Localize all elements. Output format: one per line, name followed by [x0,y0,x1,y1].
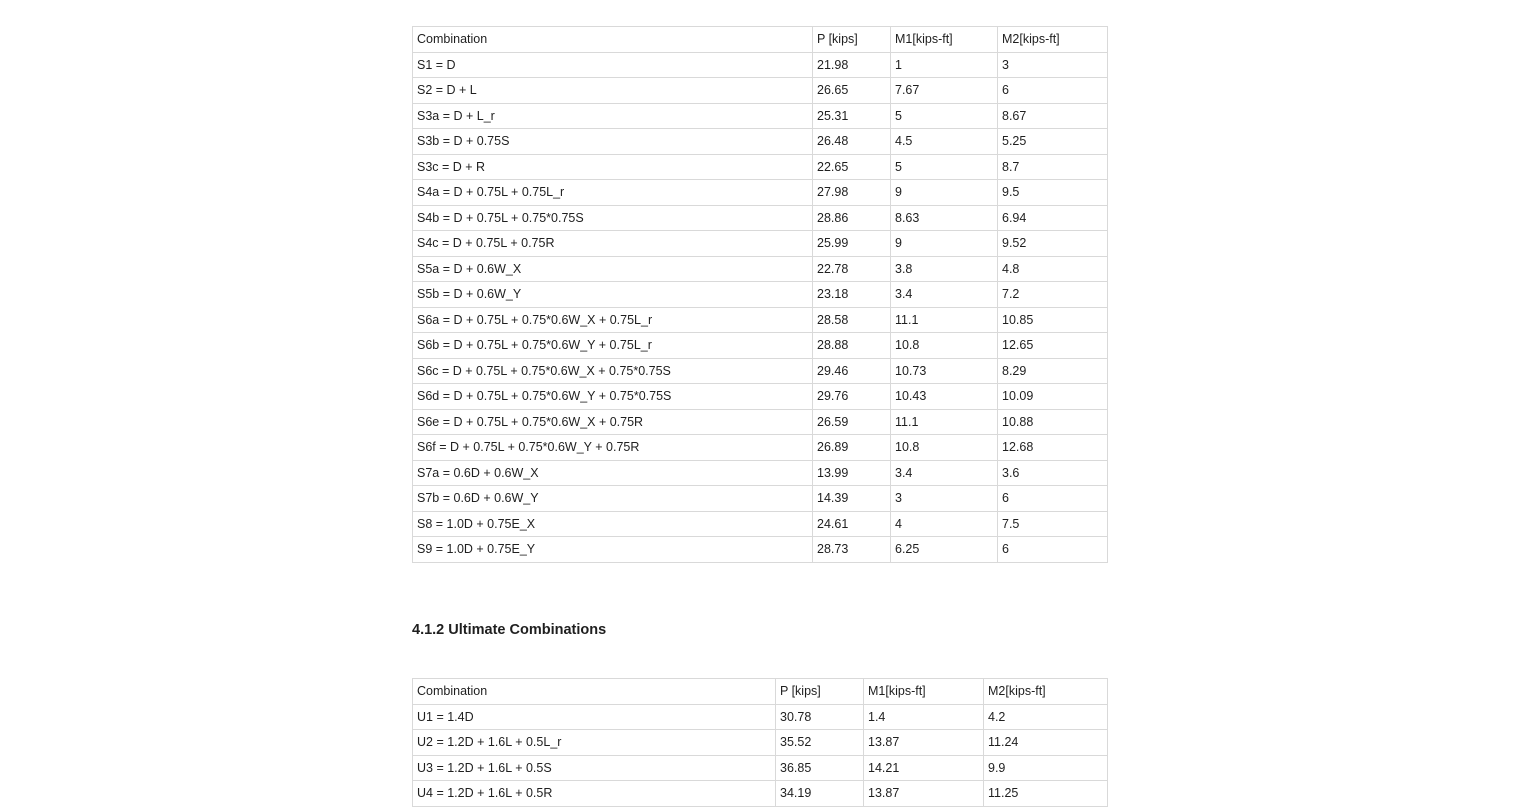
cell-m2-kips-ft: 12.68 [998,435,1108,461]
cell-m1-kips-ft: 9 [891,231,998,257]
cell-combination: S2 = D + L [413,78,813,104]
cell-p-kips: 28.58 [813,307,891,333]
cell-m2-kips-ft: 4.2 [984,704,1108,730]
cell-combination: U1 = 1.4D [413,704,776,730]
cell-p-kips: 28.73 [813,537,891,563]
table-row [413,256,1108,282]
table-row [413,282,1108,308]
cell-p-kips: 28.86 [813,205,891,231]
cell-m2-kips-ft: 6.94 [998,205,1108,231]
header-m1-kips-ft: M1[kips-ft] [891,27,998,53]
table-row [413,537,1108,563]
table-row [413,180,1108,206]
cell-m1-kips-ft: 8.63 [891,205,998,231]
cell-m1-kips-ft: 6.25 [891,537,998,563]
cell-p-kips: 14.39 [813,486,891,512]
cell-combination: U3 = 1.2D + 1.6L + 0.5S [413,755,776,781]
cell-m1-kips-ft: 10.8 [891,333,998,359]
cell-m1-kips-ft: 3 [891,486,998,512]
cell-combination: S6e = D + 0.75L + 0.75*0.6W_X + 0.75R [413,409,813,435]
cell-m2-kips-ft: 3.6 [998,460,1108,486]
service-combinations-table [412,26,1108,563]
cell-combination: S3b = D + 0.75S [413,129,813,155]
cell-p-kips: 22.65 [813,154,891,180]
cell-m2-kips-ft: 9.5 [998,180,1108,206]
cell-m1-kips-ft: 3.4 [891,460,998,486]
header-combination: Combination [413,27,813,53]
table-row [413,781,1108,807]
cell-combination: S6a = D + 0.75L + 0.75*0.6W_X + 0.75L_r [413,307,813,333]
cell-m2-kips-ft: 10.09 [998,384,1108,410]
cell-m2-kips-ft: 6 [998,486,1108,512]
cell-m1-kips-ft: 7.67 [891,78,998,104]
cell-m2-kips-ft: 12.65 [998,333,1108,359]
table-row [413,384,1108,410]
cell-p-kips: 28.88 [813,333,891,359]
cell-m1-kips-ft: 11.1 [891,307,998,333]
cell-p-kips: 27.98 [813,180,891,206]
cell-combination: S6b = D + 0.75L + 0.75*0.6W_Y + 0.75L_r [413,333,813,359]
cell-m1-kips-ft: 1 [891,52,998,78]
header-p-kips: P [kips] [813,27,891,53]
cell-combination: S3c = D + R [413,154,813,180]
cell-p-kips: 26.65 [813,78,891,104]
cell-m1-kips-ft: 5 [891,154,998,180]
cell-m1-kips-ft: 10.43 [891,384,998,410]
cell-m2-kips-ft: 5.25 [998,129,1108,155]
cell-combination: S4a = D + 0.75L + 0.75L_r [413,180,813,206]
table-row [413,78,1108,104]
cell-m1-kips-ft: 13.87 [864,730,984,756]
cell-p-kips: 29.76 [813,384,891,410]
cell-combination: S6f = D + 0.75L + 0.75*0.6W_Y + 0.75R [413,435,813,461]
cell-combination: S7a = 0.6D + 0.6W_X [413,460,813,486]
cell-m2-kips-ft: 11.25 [984,781,1108,807]
cell-m1-kips-ft: 1.4 [864,704,984,730]
cell-m1-kips-ft: 11.1 [891,409,998,435]
cell-m1-kips-ft: 10.73 [891,358,998,384]
cell-p-kips: 36.85 [776,755,864,781]
table-row [413,460,1108,486]
cell-p-kips: 30.78 [776,704,864,730]
cell-m2-kips-ft: 11.24 [984,730,1108,756]
table-row [413,205,1108,231]
cell-m1-kips-ft: 9 [891,180,998,206]
cell-p-kips: 13.99 [813,460,891,486]
cell-m2-kips-ft: 7.5 [998,511,1108,537]
cell-p-kips: 24.61 [813,511,891,537]
cell-combination: S6d = D + 0.75L + 0.75*0.6W_Y + 0.75*0.75S [413,384,813,410]
cell-m2-kips-ft: 8.29 [998,358,1108,384]
cell-m2-kips-ft: 10.85 [998,307,1108,333]
cell-combination: U4 = 1.2D + 1.6L + 0.5R [413,781,776,807]
table-row [413,231,1108,257]
cell-m1-kips-ft: 13.87 [864,781,984,807]
cell-combination: S4b = D + 0.75L + 0.75*0.75S [413,205,813,231]
cell-p-kips: 26.89 [813,435,891,461]
cell-combination: S5b = D + 0.6W_Y [413,282,813,308]
header-row [413,679,1108,705]
header-p-kips: P [kips] [776,679,864,705]
cell-m2-kips-ft: 7.2 [998,282,1108,308]
cell-combination: S6c = D + 0.75L + 0.75*0.6W_X + 0.75*0.75S [413,358,813,384]
cell-m1-kips-ft: 4.5 [891,129,998,155]
cell-p-kips: 35.52 [776,730,864,756]
header-m1-kips-ft: M1[kips-ft] [864,679,984,705]
table-row [413,103,1108,129]
table-row [413,154,1108,180]
header-combination: Combination [413,679,776,705]
cell-m1-kips-ft: 4 [891,511,998,537]
table-row [413,409,1108,435]
cell-p-kips: 25.31 [813,103,891,129]
table-row [413,129,1108,155]
cell-m2-kips-ft: 10.88 [998,409,1108,435]
cell-m2-kips-ft: 9.9 [984,755,1108,781]
table-row [413,307,1108,333]
cell-m2-kips-ft: 9.52 [998,231,1108,257]
header-m2-kips-ft: M2[kips-ft] [998,27,1108,53]
cell-combination: S4c = D + 0.75L + 0.75R [413,231,813,257]
cell-combination: S1 = D [413,52,813,78]
cell-combination: S3a = D + L_r [413,103,813,129]
cell-p-kips: 22.78 [813,256,891,282]
cell-m1-kips-ft: 3.8 [891,256,998,282]
cell-m2-kips-ft: 8.7 [998,154,1108,180]
cell-combination: U2 = 1.2D + 1.6L + 0.5L_r [413,730,776,756]
table-row [413,755,1108,781]
table-row [413,730,1108,756]
cell-p-kips: 25.99 [813,231,891,257]
cell-p-kips: 23.18 [813,282,891,308]
table-row [413,704,1108,730]
cell-combination: S9 = 1.0D + 0.75E_Y [413,537,813,563]
cell-m2-kips-ft: 6 [998,78,1108,104]
section-heading-ultimate-combinations: 4.1.2 Ultimate Combinations [412,622,607,638]
cell-p-kips: 21.98 [813,52,891,78]
cell-m2-kips-ft: 4.8 [998,256,1108,282]
cell-p-kips: 34.19 [776,781,864,807]
header-m2-kips-ft: M2[kips-ft] [984,679,1108,705]
cell-p-kips: 29.46 [813,358,891,384]
header-row [413,27,1108,53]
cell-combination: S8 = 1.0D + 0.75E_X [413,511,813,537]
cell-p-kips: 26.48 [813,129,891,155]
table-row [413,333,1108,359]
table-row [413,52,1108,78]
cell-m2-kips-ft: 6 [998,537,1108,563]
cell-m1-kips-ft: 10.8 [891,435,998,461]
cell-p-kips: 26.59 [813,409,891,435]
table-row [413,511,1108,537]
table-row [413,435,1108,461]
cell-combination: S7b = 0.6D + 0.6W_Y [413,486,813,512]
cell-m1-kips-ft: 3.4 [891,282,998,308]
cell-combination: S5a = D + 0.6W_X [413,256,813,282]
table-row [413,486,1108,512]
cell-m2-kips-ft: 3 [998,52,1108,78]
table-row [413,358,1108,384]
ultimate-combinations-table [412,678,1108,807]
cell-m2-kips-ft: 8.67 [998,103,1108,129]
cell-m1-kips-ft: 14.21 [864,755,984,781]
cell-m1-kips-ft: 5 [891,103,998,129]
